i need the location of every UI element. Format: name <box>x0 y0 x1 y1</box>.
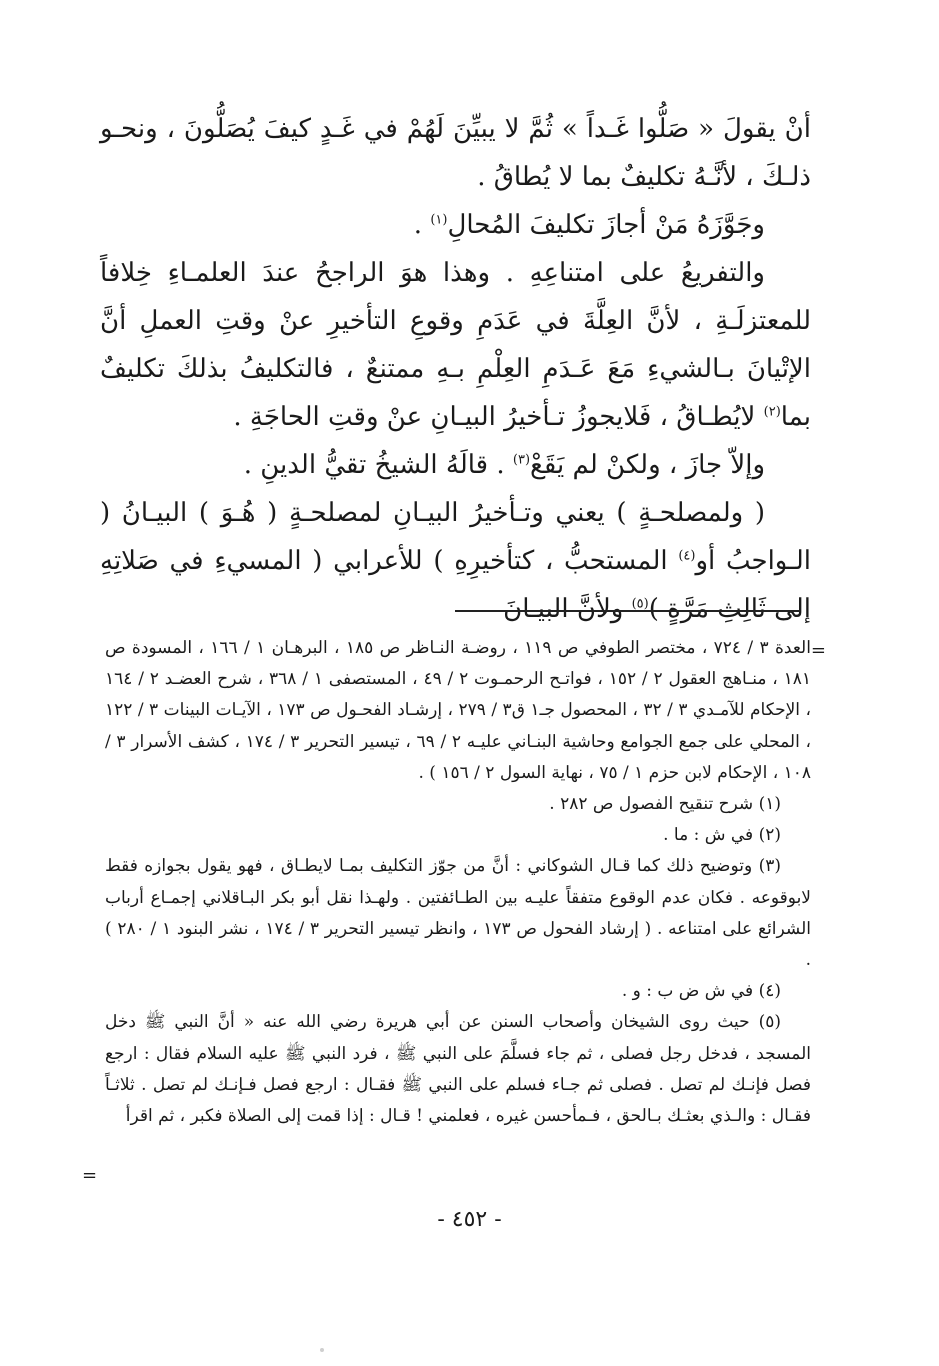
paragraph-5-text-c: ولأنَّ البيـانَ <box>503 594 632 624</box>
paragraph-5-text-a: ( ولمصلحـةٍ ) يعني وتـأخيرُ البيـانِ لمصلحـةٍ ( هُـوَ ) البيـانُ ( الـواجبُ أو <box>100 498 811 576</box>
page-number: - ٤٥٢ - <box>437 1207 502 1232</box>
footnotes-section <box>105 633 811 1132</box>
main-text-body <box>100 105 811 633</box>
scan-speck <box>320 1348 324 1352</box>
paragraph-3-text-b: لايُطـاقُ ، فَلايجوزُ تـأخيرُ البيـانِ عنْ وقتِ الحاجَةِ . <box>233 402 764 432</box>
paragraph-4 <box>100 441 811 489</box>
paragraph-5-text-b: المستحبُّ ، كتأخيرِهِ ) للأعرابي ( المسيءِ في صَلاتِهِ إلى ثَالِثِ مَرَّةٍ ) <box>100 546 811 624</box>
footnote-continuation: العدة ٣ / ٧٢٤ ، مختصر الطوفي ص ١١٩ ، روضـة النـاظر ص ١٨٥ ، البرهـان ١ / ١٦٦ ، المسودة ص ١٨١ ، منـاهج العقول ٢ / ١٥٢ ، فواتـح الرحمـوت ٢ / ٤٩ ، المستصفى ١ / ٣٦٨ ، شرح العضـد ٢ / ١٦٤ ، الإحكام للآمـدي ٣ / ٣٢ ، المحصول جـ١ ق٣ / ٢٧٩ ، إرشـاد الفحـول ص ١٧٣ ، الآيـات البينات ٣ / ١٢٢ ، المحلي على جمع الجوامع وحاشية البنـاني عليـه ٢ / ٦٩ ، تيسير التحرير ٣ / ١٧٤ ، كشف الأسرار ٣ / ١٠٨ ، الإحكام لابن حزم ١ / ٧٥ ، نهاية السول ٢ / ١٥٦ ) . <box>105 638 811 783</box>
footnote-3: (٣) وتوضيح ذلك كما قـال الشوكاني : أنَّ من جوّز التكليف بمـا لايطـاق ، فهو يقول بجوازه فقط لابوقوعه . فكان عدم الوقوع متفقاً عليـه بين الطـائفتين . ولهـذا نقل أبو بكر البـاقلاني إجمـاع أرباب الشرائع على امتناعه . ( إرشاد الفحول ص ١٧٣ ، وانظر تيسير التحرير ٣ / ١٧٤ ، نشر البنود ١ / ٢٨٠ ) . <box>105 856 811 971</box>
footnote-1: (١) شرح تنقيح الفصول ص ٢٨٢ . <box>549 794 781 815</box>
paragraph-3-text-a: والتفريعُ على امتناعِهِ . وهذا هوَ الراجحُ عندَ العلمـاءِ خِلافاً للمعتزلَـةِ ، لأنَّ العِلَّةَ في عَدَمِ وقوعِ التأخيرِ عنْ وقتِ العملِ أنَّ الإتْيانَ بـالشيءِ مَعَ عَـدَمِ العِلْمِ بـهِ ممتنعٌ ، فالتكليفُ بذلكَ تكليفٌ بما <box>100 258 811 432</box>
footnote-divider <box>455 610 800 612</box>
footnote-ref-2[interactable]: (٢) <box>763 404 781 420</box>
footnote-5: (٥) حيث روى الشيخان وأصحاب السنن عن أبي هريرة رضي الله عنه « أنَّ النبي ﷺ دخل المسجد ، فدخل رجل فصلى ، ثم جاء فسلَّمَ على النبي ﷺ ، فرد النبي ﷺ عليه السلام فقال : ارجع فصل فإنـك لم تصل . فصلى ثم جـاء فسلم على النبي ﷺ فقـال : ارجع فصل فـإنـك لم تصل . ثلاثـاً فقـال : والـذي بعثـك بـالحق ، فـمأحسن غيره ، فعلمني ! قـال : إذا قمت إلى الصلاة فكبر ، ثم اقرأ <box>105 1012 811 1127</box>
footnote-4: (٤) في ش ض ب : و . <box>621 981 781 1002</box>
continuation-mark-start: = <box>810 640 826 661</box>
paragraph-1: أنْ يقولَ « صَلُّوا غَـداً » ثُمَّ لا يبيِّنَ لَهُمْ في غَـدٍ كيفَ يُصَلُّونَ ، ونحـو ذلـكَ ، لأنَّـهُ تكليفٌ بما لا يُطاقُ . <box>100 114 811 192</box>
footnote-ref-3[interactable]: (٣) <box>512 452 531 468</box>
paragraph-2-text: وجَوَّزَهُ مَنْ أجازَ تكليفَ المُحالِ <box>447 210 765 240</box>
paragraph-2-end: . <box>413 210 431 240</box>
footnote-2: (٢) في ش : ما . <box>663 825 781 846</box>
continuation-mark-end: = <box>82 1165 98 1186</box>
paragraph-4-text-a: وإلاّ جازَ ، ولكنْ لم يَقَعْ <box>530 450 765 480</box>
paragraph-2 <box>100 201 811 249</box>
footnote-ref-1[interactable]: (١) <box>430 212 448 228</box>
paragraph-4-text-b: . قالَهُ الشيخُ تقيُّ الدينِ . <box>243 450 513 480</box>
footnote-ref-4[interactable]: (٤) <box>678 548 696 564</box>
footnote-ref-5[interactable]: (٥) <box>631 596 649 612</box>
paragraph-3 <box>100 249 811 441</box>
